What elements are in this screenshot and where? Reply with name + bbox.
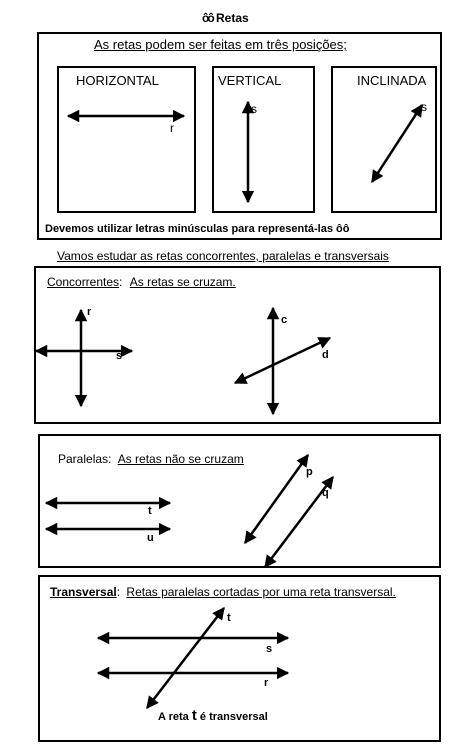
vertical-line-label: s [251, 102, 257, 116]
parallel-label-q: q [322, 487, 329, 499]
parallel-heading: Paralelas: As retas não se cruzam [58, 452, 244, 466]
transversal-label-t: t [227, 612, 231, 624]
concurrent-heading: Concorrentes: As retas se cruzam. [47, 275, 236, 289]
parallel-q-line [265, 477, 333, 567]
eyes-icon: ôô [202, 11, 213, 25]
positions-intro: As retas podem ser feitas em três posições; [94, 37, 347, 52]
parallel-label-u: u [147, 532, 154, 544]
inclined-label: INCLINADA [357, 73, 427, 88]
eyes-icon: ôô [336, 223, 350, 235]
parallel-p-line [245, 455, 308, 543]
parallel-label-p: p [306, 466, 313, 478]
inclined-line [372, 105, 422, 182]
transversal-label-s: s [266, 643, 273, 655]
transversal-caption: A reta t é transversal [158, 707, 268, 724]
transversal-heading: Transversal: Retas paralelas cortadas por uma reta transversal. [50, 585, 396, 599]
concurrent-label-c: c [281, 314, 288, 326]
lowercase-note: Devemos utilizar letras minúsculas para representá-las ôô [45, 223, 350, 235]
concurrent-d-line [235, 338, 330, 383]
transversal-label-r: r [264, 677, 269, 689]
concurrent-label-d: d [322, 349, 329, 361]
vertical-label: VERTICAL [218, 73, 282, 88]
horizontal-line-label: r [170, 121, 174, 135]
concurrent-label-r: r [87, 306, 92, 318]
horizontal-label: HORIZONTAL [76, 73, 159, 88]
parallel-label-t: t [148, 505, 152, 517]
transversal-t-line [147, 608, 224, 708]
inclined-line-label: s [421, 100, 427, 114]
concurrent-label-s: s [116, 350, 123, 362]
title-text: Retas [216, 11, 249, 25]
study-line: Vamos estudar as retas concorrentes, paralelas e transversais [57, 249, 389, 263]
